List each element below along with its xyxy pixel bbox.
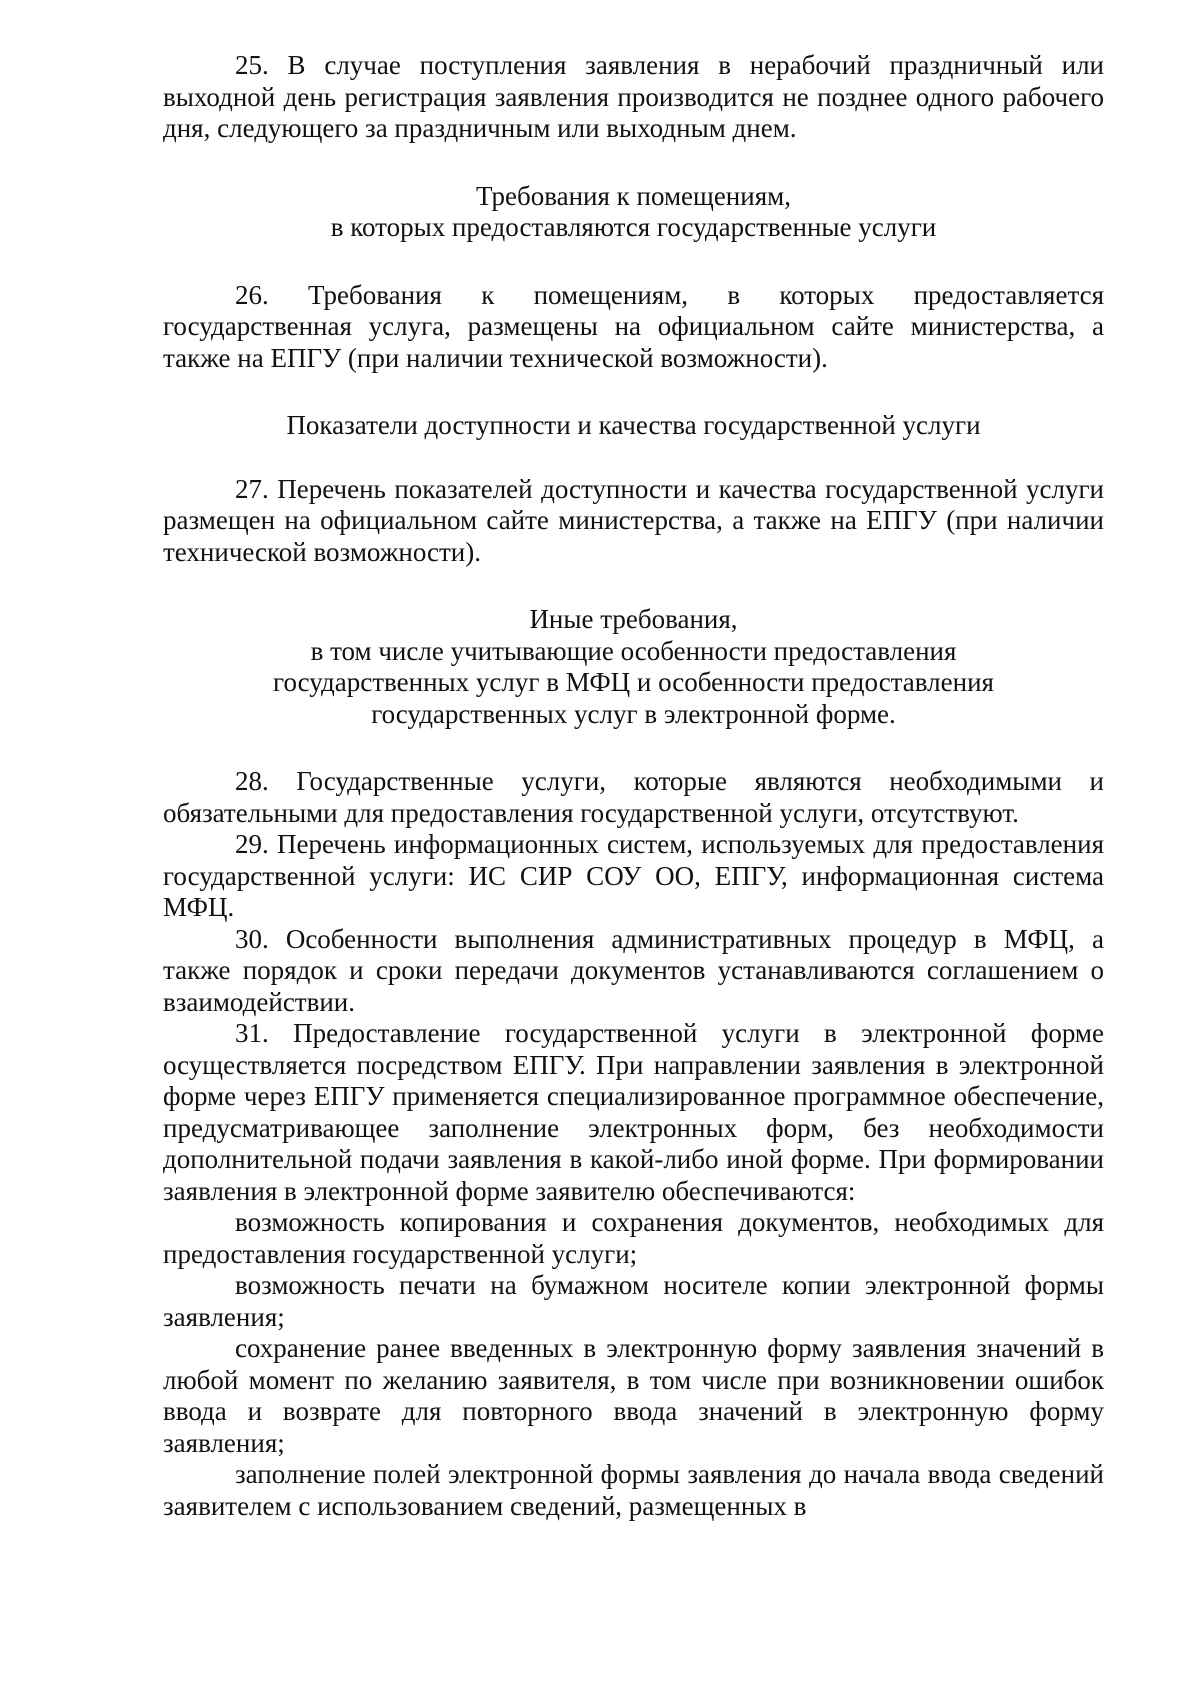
paragraph-29: 29. Перечень информационных систем, используемых для предоставления государственной услуги: ИС СИР СОУ ОО, ЕПГУ, информационная система МФЦ. [163,829,1104,922]
heading-line: государственных услуг в электронной форме. [371,698,896,729]
paragraph-27: 27. Перечень показателей доступности и качества государственной услуги размещен на официальном сайте министерства, а также на ЕПГУ (при наличии технической возможности). [163,473,1104,567]
paragraph-30: 30. Особенности выполнения административных процедур в МФЦ, а также порядок и сроки передачи документов устанавливаются соглашением о взаимодействии. [163,923,1104,1017]
heading-line: Требования к помещениям, [476,180,791,211]
paragraph-25: 25. В случае поступления заявления в нерабочий праздничный или выходной день регистрация заявления производится не позднее одного рабочего дня, следующего за праздничным или выходным днем. [163,50,1104,143]
heading-availability-indicators: Показатели доступности и качества государственной услуги [286,410,981,440]
heading-premises-requirements [163,181,1104,244]
list-item: заполнение полей электронной формы заявления до начала ввода сведений заявителем с использованием сведений, размещенных в [163,1459,1104,1521]
paragraph-28: 28. Государственные услуги, которые являются необходимыми и обязательными для предоставления государственной услуги, отсутствуют. [163,766,1104,828]
document-body [163,50,1104,1522]
heading-other-requirements [163,604,1104,730]
list-item: возможность печати на бумажном носителе копии электронной формы заявления; [163,1270,1104,1332]
list-item: возможность копирования и сохранения документов, необходимых для предоставления государственной услуги; [163,1207,1104,1269]
heading-line: в которых предоставляются государственные услуги [330,212,937,242]
heading-line: в том числе учитывающие особенности предоставления [310,635,957,666]
list-item: сохранение ранее введенных в электронную форму заявления значений в любой момент по желанию заявителя, в том числе при возникновении ошибок ввода и возврате для повторного ввода значений в электронную форму заявления; [163,1333,1104,1458]
heading-line: Иные требования, [529,604,738,634]
heading-line: государственных услуг в МФЦ и особенности предоставления [273,667,994,697]
paragraph-26: 26. Требования к помещениям, в которых предоставляется государственная услуга, размещены на официальном сайте министерства, а также на ЕПГУ (при наличии технической возможности). [163,279,1104,373]
paragraph-31: 31. Предоставление государственной услуги в электронной форме осуществляется посредством ЕПГУ. При направлении заявления в электронной форме через ЕПГУ применяется специализированное программное обеспечение, предусматривающее заполнение электронных форм, без необходимости дополнительной подачи заявления в какой-либо иной форме. При формировании заявления в электронной форме заявителю обеспечиваются: [163,1018,1104,1206]
